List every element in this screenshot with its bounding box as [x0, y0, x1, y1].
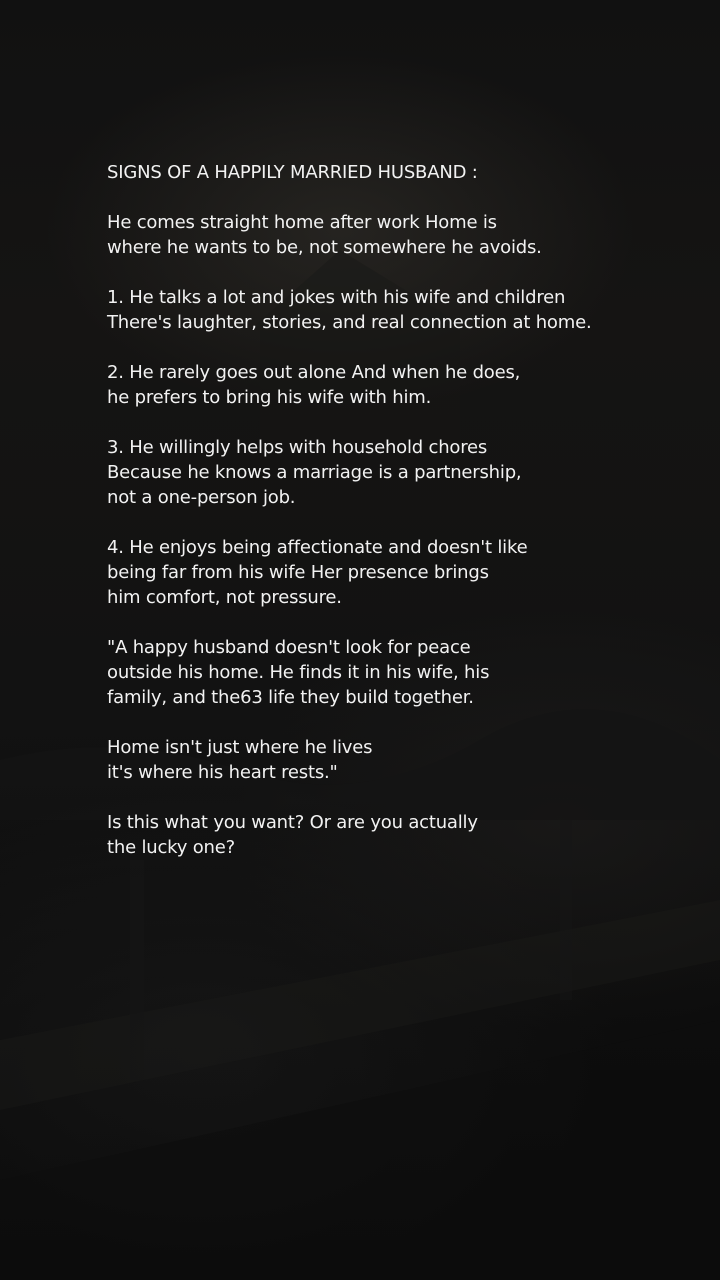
- post-line: Is this what you want? Or are you actually: [107, 812, 478, 833]
- post-text-block: [107, 160, 697, 885]
- background-post-shape: [130, 860, 144, 1080]
- post-paragraph: [107, 535, 697, 610]
- post-line: the lucky one?: [107, 837, 235, 858]
- post-paragraph: [107, 810, 697, 860]
- post-line: being far from his wife Her presence brings: [107, 562, 489, 583]
- post-title-text: SIGNS OF A HAPPILY MARRIED HUSBAND :: [107, 162, 478, 183]
- post-line: family, and the63 life they build together.: [107, 687, 474, 708]
- post-paragraph: [107, 285, 697, 335]
- post-line: 1. He talks a lot and jokes with his wife and children: [107, 287, 566, 308]
- post-line: Home isn't just where he lives: [107, 737, 373, 758]
- post-paragraph: [107, 360, 697, 410]
- post-paragraph: [107, 210, 697, 260]
- post-line: 4. He enjoys being affectionate and doesn't like: [107, 537, 528, 558]
- post-line: him comfort, not pressure.: [107, 587, 342, 608]
- post-line: it's where his heart rests.": [107, 762, 338, 783]
- post-line: not a one-person job.: [107, 487, 296, 508]
- post-paragraph: [107, 735, 697, 785]
- post-line: "A happy husband doesn't look for peace: [107, 637, 471, 658]
- post-line: 2. He rarely goes out alone And when he does,: [107, 362, 521, 383]
- post-line: 3. He willingly helps with household chores: [107, 437, 488, 458]
- post-line: Because he knows a marriage is a partnership,: [107, 462, 522, 483]
- post-line: outside his home. He finds it in his wife, his: [107, 662, 490, 683]
- post-paragraph: [107, 435, 697, 510]
- post-paragraph: [107, 635, 697, 710]
- post-title: [107, 160, 697, 185]
- post-line: He comes straight home after work Home is: [107, 212, 497, 233]
- post-line: There's laughter, stories, and real connection at home.: [107, 312, 592, 333]
- post-line: where he wants to be, not somewhere he avoids.: [107, 237, 542, 258]
- post-line: he prefers to bring his wife with him.: [107, 387, 432, 408]
